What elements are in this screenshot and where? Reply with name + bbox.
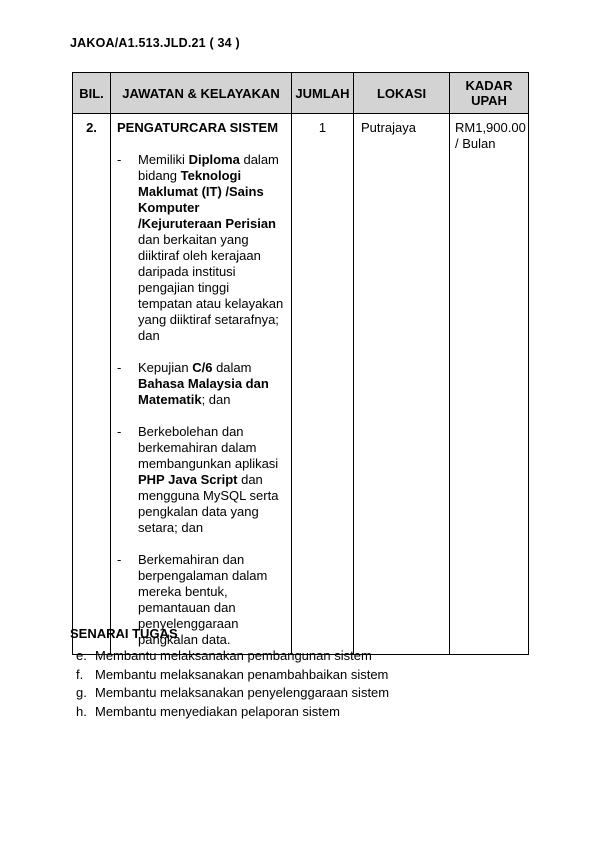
- cell-kadar-upah: RM1,900.00 / Bulan: [450, 114, 529, 655]
- cell-bil: 2.: [73, 114, 111, 655]
- kelayakan-bullet: [117, 152, 286, 344]
- task-text: Membantu melaksanakan penyelenggaraan sistem: [95, 685, 390, 700]
- bullet-dash: -: [117, 152, 122, 167]
- tasks-list: [70, 647, 540, 721]
- cell-jawatan-kelayakan: [111, 114, 292, 655]
- vacancy-table: [72, 72, 529, 655]
- header-bil: BIL.: [73, 73, 111, 114]
- header-lokasi: LOKASI: [354, 73, 450, 114]
- document-reference: JAKOA/A1.513.JLD.21 ( 34 ): [70, 36, 240, 50]
- task-item: [70, 647, 540, 666]
- kelayakan-bullet: [117, 424, 286, 536]
- task-item: [70, 684, 540, 703]
- cell-lokasi: Putrajaya: [354, 114, 450, 655]
- tasks-heading: SENARAI TUGAS: [70, 626, 178, 641]
- table-row: [73, 114, 529, 655]
- kelayakan-bullet-list: [117, 152, 286, 648]
- bullet-text: Kepujian C/6 dalam Bahasa Malaysia dan Matematik; dan: [138, 360, 269, 407]
- header-jumlah: JUMLAH: [292, 73, 354, 114]
- tasks-section: [70, 624, 540, 721]
- task-marker: g.: [76, 685, 87, 700]
- task-marker: h.: [76, 703, 87, 719]
- bullet-dash: -: [117, 360, 122, 375]
- task-text: Membantu melaksanakan penambahbaikan sistem: [95, 666, 389, 682]
- task-text: Membantu melaksanakan pembangunan sistem: [95, 648, 372, 663]
- bullet-text: Berkemahiran dan berpengalaman dalam mereka bentuk, pemantauan dan penyelenggaraan pangkalan data.: [138, 552, 268, 647]
- header-kadar-upah: KADAR UPAH: [450, 73, 529, 114]
- kelayakan-bullet: [117, 360, 286, 408]
- task-item: [70, 666, 540, 685]
- task-item: [70, 703, 540, 722]
- bullet-dash: -: [117, 552, 122, 567]
- bullet-dash: -: [117, 424, 122, 439]
- job-title: PENGATURCARA SISTEM: [117, 120, 279, 135]
- task-text: Membantu menyediakan pelaporan sistem: [95, 703, 340, 719]
- bullet-text: Berkebolehan dan berkemahiran dalam membangunkan aplikasi PHP Java Script dan mengguna MySQL serta pengkalan data yang setara; dan: [138, 424, 279, 535]
- table-header-row: [73, 73, 529, 114]
- task-marker: e.: [76, 648, 87, 663]
- task-marker: f.: [76, 666, 84, 682]
- cell-jumlah: 1: [292, 114, 354, 655]
- header-jawatan-kelayakan: JAWATAN & KELAYAKAN: [111, 73, 292, 114]
- bullet-text: Memiliki Diploma dalam bidang Teknologi Maklumat (IT) /Sains Komputer /Kejuruteraan Perisian dan berkaitan yang diiktiraf oleh kerajaan daripada institusi pengajian tinggi tempatan atau kelayakan yang diiktiraf setarafnya; dan: [138, 152, 284, 343]
